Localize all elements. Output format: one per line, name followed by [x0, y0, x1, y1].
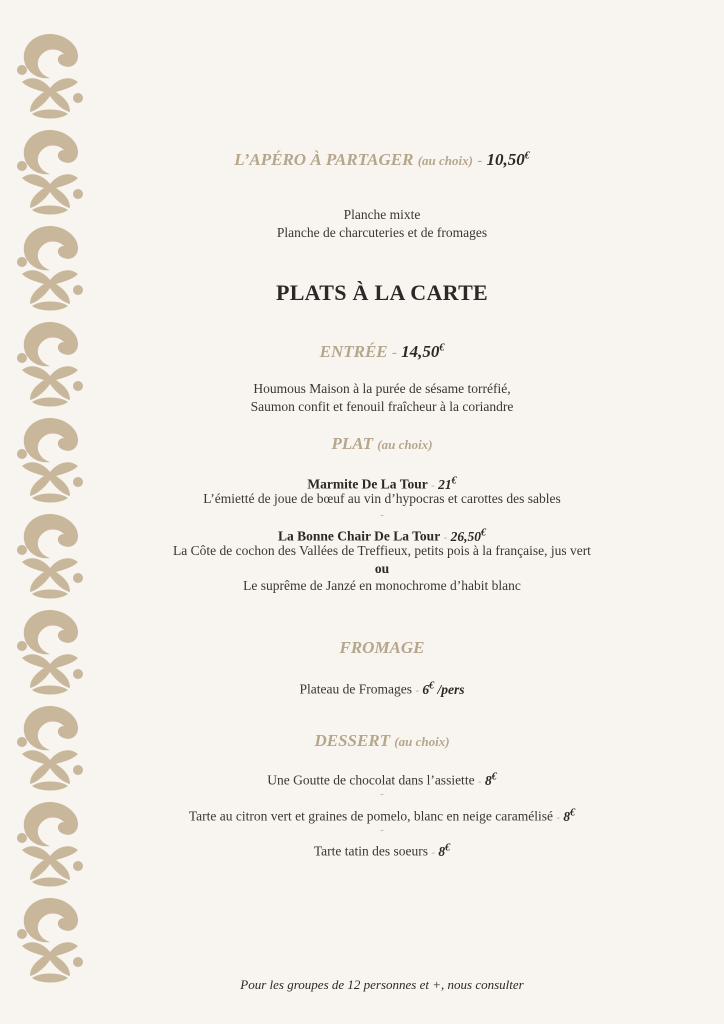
entree-currency: € [439, 342, 445, 354]
dessert-dash: - [431, 846, 436, 859]
fromage-unit: /pers [437, 681, 465, 697]
separator-dash: - [380, 788, 384, 800]
apero-item: Planche mixte [343, 207, 421, 222]
fromage-price [422, 682, 464, 697]
fromage-dash: - [415, 684, 420, 697]
dessert-name: Une Goutte de chocolat dans l’assiette [267, 772, 475, 788]
separator-dash: - [380, 509, 384, 521]
entree-price-value: 14,50 [401, 342, 440, 361]
entree-item: Saumon confit et fenouil fraîcheur à la coriandre [250, 399, 514, 414]
dessert-dash: - [556, 811, 561, 824]
plat-heading [140, 434, 624, 454]
dish-price-value: 21 [438, 476, 452, 492]
dessert-subtitle: (au choix) [394, 734, 450, 749]
page-title: PLATS À LA CARTE [275, 280, 489, 305]
dish-name: Marmite De La Tour [307, 476, 428, 492]
apero-item: Planche de charcuteries et de fromages [276, 225, 488, 240]
plat-subtitle: (au choix) [377, 437, 433, 452]
fromage-item [120, 677, 644, 700]
dessert-price [438, 844, 450, 859]
entree-price [401, 342, 444, 361]
dessert-currency: € [491, 771, 497, 782]
decorative-ornament-border [12, 30, 88, 995]
dish-description: La Côte de cochon des Vallées de Treffieux, petits pois à la française, jus vert [173, 543, 591, 558]
dish-currency: € [480, 527, 486, 538]
dish-name: La Bonne Chair De La Tour [278, 528, 441, 544]
apero-currency: € [524, 150, 530, 162]
or-connector: ou [374, 561, 390, 576]
dessert-dash: - [477, 775, 482, 788]
dish-dash: - [443, 531, 448, 544]
apero-heading [140, 150, 624, 170]
fromage-title: FROMAGE [339, 638, 425, 657]
dessert-price-value: 8 [563, 808, 571, 824]
dish-description: L’émietté de joue de bœuf au vin d’hypocras et carottes des sables [203, 491, 561, 506]
dish-currency: € [451, 475, 457, 486]
apero-subtitle: (au choix) [417, 153, 473, 168]
fromage-price-value: 6 [422, 681, 430, 697]
dessert-title: DESSERT [314, 731, 391, 750]
apero-price-value: 10,50 [486, 150, 525, 169]
footer-note: Pour les groupes de 12 personnes et +, nous consulter [240, 977, 524, 992]
entree-item: Houmous Maison à la purée de sésame torréfié, [253, 381, 511, 396]
fromage-heading [140, 638, 624, 658]
entree-heading [140, 342, 624, 362]
dish-description: Le suprême de Janzé en monochrome d’habit blanc [243, 578, 521, 593]
entree-dash: - [391, 345, 397, 361]
fromage-item-name: Plateau de Fromages [299, 681, 412, 697]
dessert-name: Tarte au citron vert et graines de pomelo, blanc en neige caramélisé [188, 808, 553, 824]
separator-dash: - [380, 824, 384, 836]
apero-title: L’APÉRO À PARTAGER [234, 150, 414, 169]
dessert-currency: € [445, 842, 451, 853]
fromage-currency: € [429, 680, 435, 691]
dessert-price-value: 8 [438, 843, 446, 859]
dish-price-value: 26,50 [450, 528, 481, 544]
entree-title: ENTRÉE [319, 342, 388, 361]
dessert-item [120, 839, 644, 862]
dessert-heading [140, 731, 624, 751]
apero-price [486, 150, 529, 169]
dessert-currency: € [570, 807, 576, 818]
dessert-price-value: 8 [484, 772, 492, 788]
plat-title: PLAT [331, 434, 374, 453]
dish-dash: - [431, 479, 435, 492]
dessert-name: Tarte tatin des soeurs [313, 843, 428, 859]
apero-dash: - [477, 153, 483, 169]
